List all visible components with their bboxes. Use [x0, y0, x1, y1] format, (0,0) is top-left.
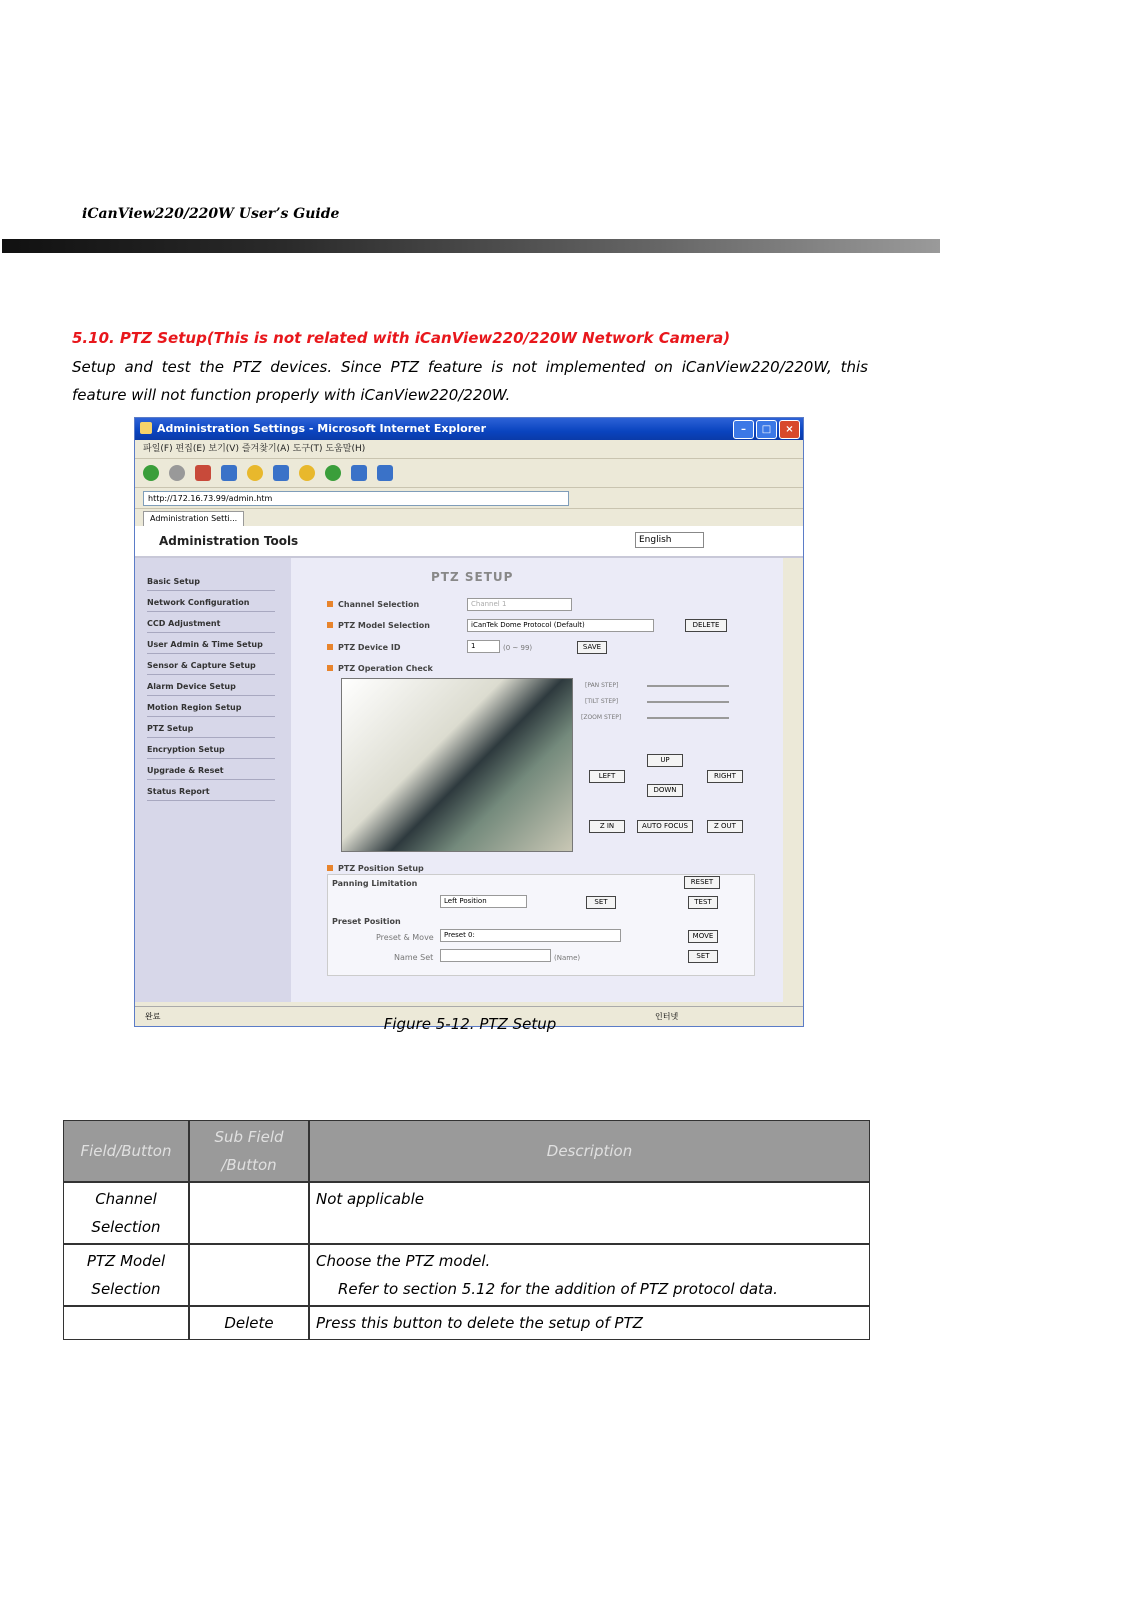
nav-ccd-adjustment[interactable]: CCD Adjustment [147, 612, 275, 633]
nav-ptz-setup[interactable]: PTZ Setup [147, 717, 275, 738]
menu-bar[interactable]: 파일(F) 편집(E) 보기(V) 즐겨찾기(A) 도구(T) 도움말(H) [135, 440, 803, 459]
row-description-line2: Refer to section 5.12 for the addition of PTZ protocol data. [338, 1280, 778, 1298]
zoom-step-label: [ZOOM STEP] [581, 714, 622, 721]
save-button[interactable]: SAVE [577, 641, 607, 654]
position-setup-box [327, 874, 755, 976]
table-row [63, 1306, 870, 1340]
row-description: Not applicable [309, 1182, 870, 1244]
minimize-icon[interactable]: – [733, 420, 754, 439]
down-button[interactable]: DOWN [647, 784, 683, 797]
delete-button[interactable]: DELETE [685, 619, 727, 632]
row-description-line1: Choose the PTZ model. [316, 1252, 491, 1270]
address-input[interactable]: http://172.16.73.99/admin.htm [143, 491, 569, 506]
header-subfield: Sub Field /Button [189, 1120, 309, 1182]
ptz-setup-screenshot [134, 417, 804, 1027]
device-id-label: PTZ Device ID [327, 643, 401, 652]
header-description: Description [309, 1120, 870, 1182]
operation-check-label: PTZ Operation Check [327, 664, 433, 673]
preset-position-label: Preset Position [332, 917, 401, 926]
table-header-row [63, 1120, 870, 1182]
row-description: Press this button to delete the setup of PTZ [309, 1306, 870, 1340]
reset-button[interactable]: RESET [684, 876, 720, 889]
pan-step-label: [PAN STEP] [585, 682, 619, 689]
browser-toolbar [135, 459, 803, 488]
move-button[interactable]: MOVE [688, 930, 718, 943]
left-position-select[interactable]: Left Position [440, 895, 527, 908]
figure-caption: Figure 5-12. PTZ Setup [383, 1015, 557, 1033]
back-icon[interactable] [143, 465, 159, 481]
ie-icon [140, 422, 152, 434]
device-id-input[interactable]: 1 [467, 640, 500, 653]
camera-view [341, 678, 573, 852]
device-id-range: (0 ~ 99) [503, 644, 533, 652]
print-icon[interactable] [377, 465, 393, 481]
stop-icon[interactable] [195, 465, 211, 481]
nav-upgrade-reset[interactable]: Upgrade & Reset [147, 759, 275, 780]
ptz-panel [291, 558, 783, 1002]
home-icon[interactable] [247, 465, 263, 481]
browser-tab[interactable]: Administration Setti... [143, 511, 244, 527]
window-titlebar [135, 418, 803, 440]
close-icon[interactable]: × [779, 420, 800, 439]
nav-motion-region[interactable]: Motion Region Setup [147, 696, 275, 717]
pan-step-slider[interactable] [647, 685, 729, 687]
row-field: PTZ Model Selection [63, 1244, 189, 1306]
set-name-button[interactable]: SET [688, 950, 718, 963]
status-zone: 인터넷 [655, 1012, 679, 1021]
row-field: Channel Selection [63, 1182, 189, 1244]
nav-status-report[interactable]: Status Report [147, 780, 275, 801]
row-subfield [189, 1182, 309, 1244]
table-row [63, 1244, 870, 1306]
zoom-out-button[interactable]: Z OUT [707, 820, 743, 833]
model-selection-label: PTZ Model Selection [327, 621, 430, 630]
channel-select[interactable]: Channel 1 [467, 598, 572, 611]
preset-move-label: Preset & Move [376, 933, 434, 942]
position-setup-label: PTZ Position Setup [327, 864, 424, 873]
header-bar [2, 239, 940, 253]
guide-title: iCanView220/220W User’s Guide [82, 206, 340, 222]
admin-header [135, 526, 803, 558]
status-done: 완료 [145, 1012, 161, 1021]
auto-focus-button[interactable]: AUTO FOCUS [637, 820, 693, 833]
channel-selection-label: Channel Selection [327, 600, 419, 609]
right-button[interactable]: RIGHT [707, 770, 743, 783]
ptz-title: PTZ SETUP [431, 570, 514, 584]
favorites-icon[interactable] [299, 465, 315, 481]
mail-icon[interactable] [351, 465, 367, 481]
model-select[interactable]: iCanTek Dome Protocol (Default) [467, 619, 654, 632]
admin-sidebar [135, 558, 291, 1002]
panning-limitation-label: Panning Limitation [332, 879, 418, 888]
window-title: Administration Settings - Microsoft Internet Explorer [157, 422, 487, 435]
set-panning-button[interactable]: SET [586, 896, 616, 909]
name-set-input[interactable] [440, 949, 551, 962]
left-button[interactable]: LEFT [589, 770, 625, 783]
test-button[interactable]: TEST [688, 896, 718, 909]
maximize-icon[interactable]: □ [756, 420, 777, 439]
row-subfield [189, 1244, 309, 1306]
tilt-step-slider[interactable] [647, 701, 729, 703]
admin-title: Administration Tools [159, 534, 299, 548]
address-bar [135, 488, 803, 509]
nav-alarm-device[interactable]: Alarm Device Setup [147, 675, 275, 696]
nav-basic-setup[interactable]: Basic Setup [147, 570, 275, 591]
search-icon[interactable] [273, 465, 289, 481]
field-description-table [63, 1120, 870, 1340]
nav-sensor-capture[interactable]: Sensor & Capture Setup [147, 654, 275, 675]
name-hint: (Name) [554, 954, 581, 962]
section-body: Setup and test the PTZ devices. Since PTZ feature is not implemented on iCanView220/220W, this feature will not function properly with iCanView220/220W. [72, 358, 868, 404]
nav-network-configuration[interactable]: Network Configuration [147, 591, 275, 612]
row-description [309, 1244, 870, 1306]
nav-user-admin[interactable]: User Admin & Time Setup [147, 633, 275, 654]
zoom-in-button[interactable]: Z IN [589, 820, 625, 833]
section-title: 5.10. PTZ Setup(This is not related with iCanView220/220W Network Camera) [72, 329, 731, 347]
tilt-step-label: [TILT STEP] [585, 698, 619, 705]
preset-select[interactable]: Preset 0: [440, 929, 621, 942]
row-subfield: Delete [189, 1306, 309, 1340]
table-row [63, 1182, 870, 1244]
forward-icon[interactable] [169, 465, 185, 481]
nav-encryption-setup[interactable]: Encryption Setup [147, 738, 275, 759]
refresh-icon[interactable] [221, 465, 237, 481]
row-field [63, 1306, 189, 1340]
up-button[interactable]: UP [647, 754, 683, 767]
header-field: Field/Button [63, 1120, 189, 1182]
zoom-step-slider[interactable] [647, 717, 729, 719]
history-icon[interactable] [325, 465, 341, 481]
name-set-label: Name Set [394, 953, 434, 962]
language-select[interactable]: English [635, 532, 704, 548]
